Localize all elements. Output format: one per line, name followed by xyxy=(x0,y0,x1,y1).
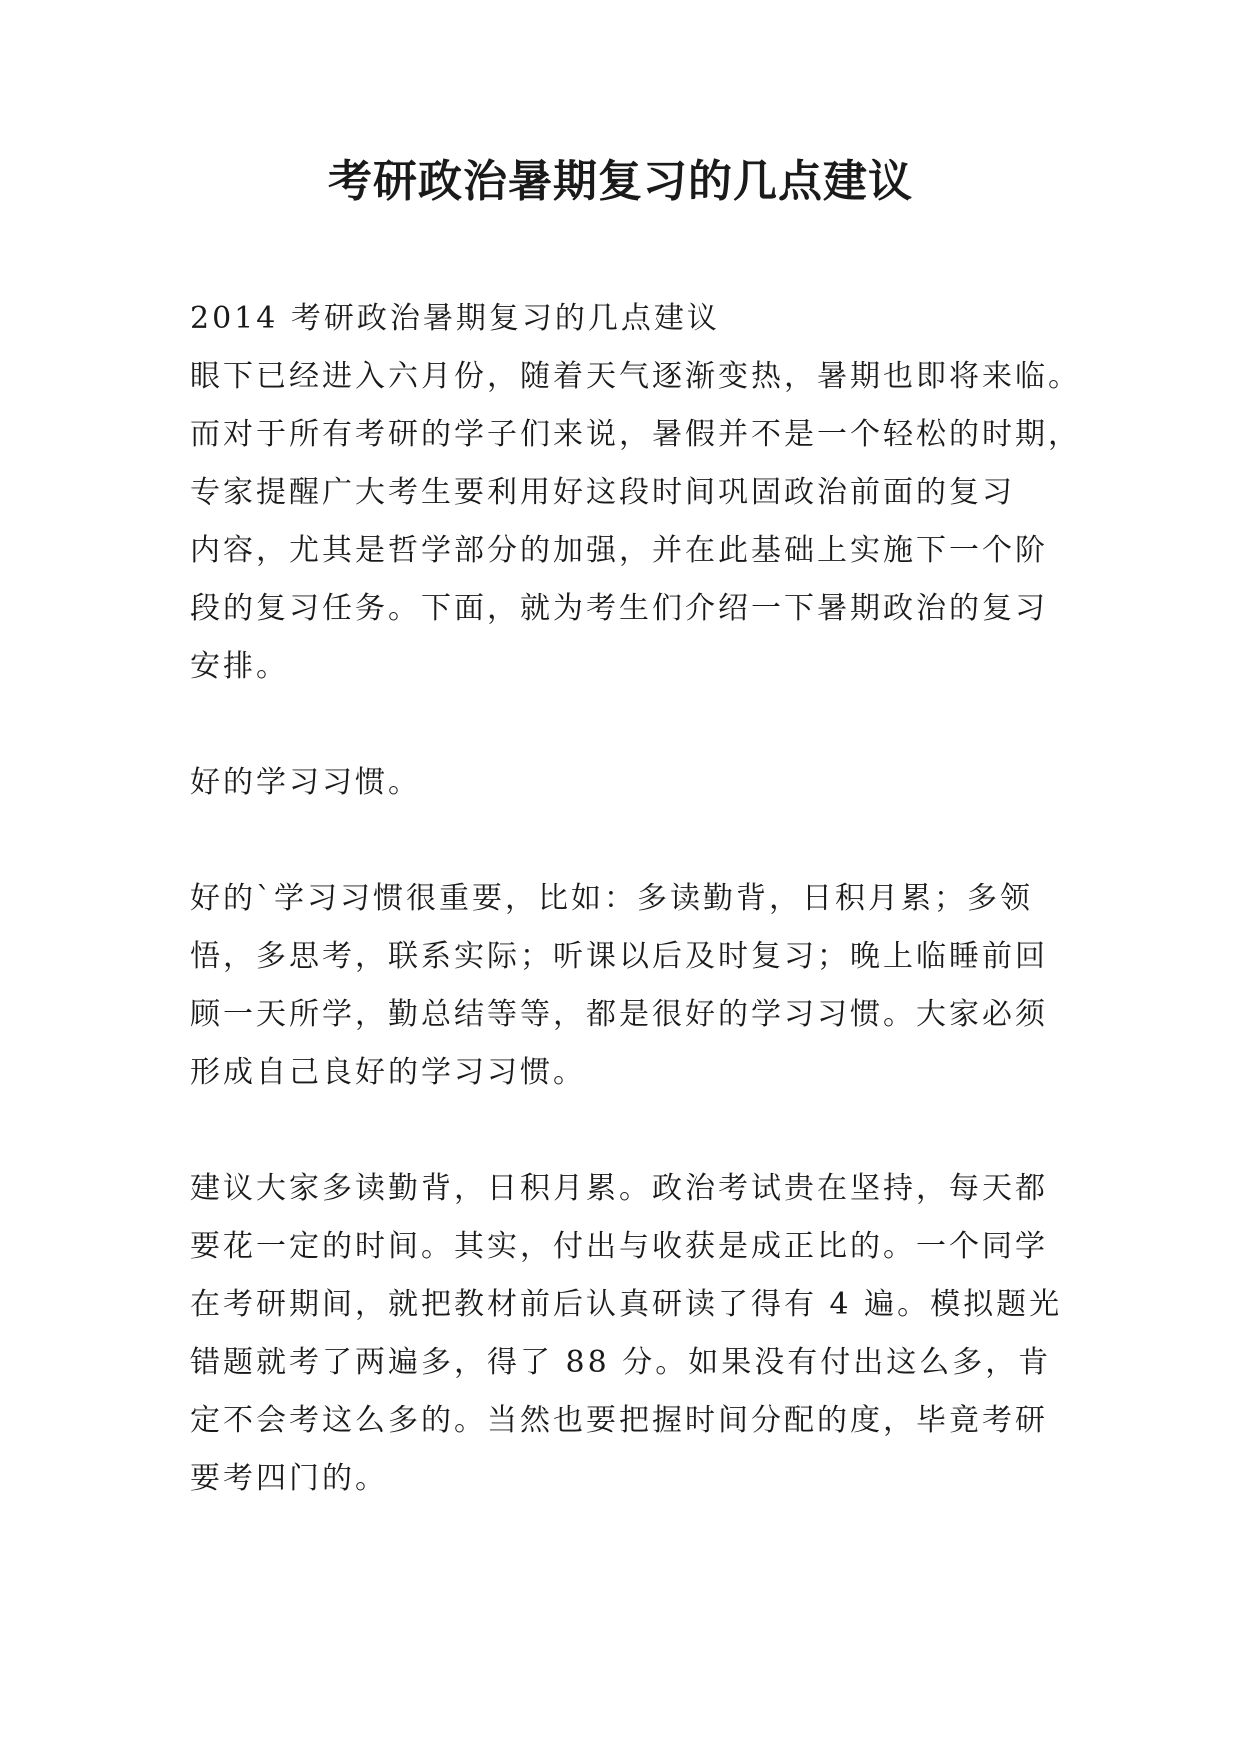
paragraph-line: 眼下已经进入六月份，随着天气逐渐变热，暑期也即将来临。 xyxy=(190,359,1081,394)
paragraph-line: 定不会考这么多的。当然也要把握时间分配的度，毕竟考研 xyxy=(190,1403,1048,1438)
paragraph-gap xyxy=(190,1102,1056,1160)
paragraph-line: 安排。 xyxy=(190,649,289,684)
intro-heading-line: 2014 考研政治暑期复习的几点建议 xyxy=(190,301,720,336)
paragraph-line: 错题就考了两遍多，得了 88 分。如果没有付出这么多，肯 xyxy=(190,1345,1052,1380)
paragraph-line: 在考研期间，就把教材前后认真研读了得有 4 遍。模拟题光 xyxy=(190,1287,1063,1322)
paragraph-line: 而对于所有考研的学子们来说，暑假并不是一个轻松的时期， xyxy=(190,417,1081,452)
section-heading-line: 好的学习习惯。 xyxy=(190,765,421,800)
paragraph-line: 专家提醒广大考生要利用好这段时间巩固政治前面的复习 xyxy=(190,475,1015,510)
paragraph-line: 形成自己良好的学习习惯。 xyxy=(190,1055,586,1090)
paragraph-gap xyxy=(190,696,1056,754)
paragraph-line: 段的复习任务。下面，就为考生们介绍一下暑期政治的复习 xyxy=(190,591,1048,626)
paragraph-line: 悟，多思考，联系实际；听课以后及时复习；晚上临睡前回 xyxy=(190,939,1048,974)
paragraph-line: 好的`学习习惯很重要，比如：多读勤背，日积月累；多领 xyxy=(190,881,1033,916)
paragraph-line: 顾一天所学，勤总结等等，都是很好的学习习惯。大家必须 xyxy=(190,997,1048,1032)
paragraph-line: 要花一定的时间。其实，付出与收获是成正比的。一个同学 xyxy=(190,1229,1048,1264)
document-title: 考研政治暑期复习的几点建议 xyxy=(328,156,913,207)
paragraph-line: 建议大家多读勤背，日积月累。政治考试贵在坚持，每天都 xyxy=(190,1171,1048,1206)
paragraph-line: 要考四门的。 xyxy=(190,1461,388,1496)
document-body xyxy=(190,290,1081,1508)
paragraph-line: 内容，尤其是哲学部分的加强，并在此基础上实施下一个阶 xyxy=(190,533,1048,568)
paragraph-gap xyxy=(190,812,1056,870)
